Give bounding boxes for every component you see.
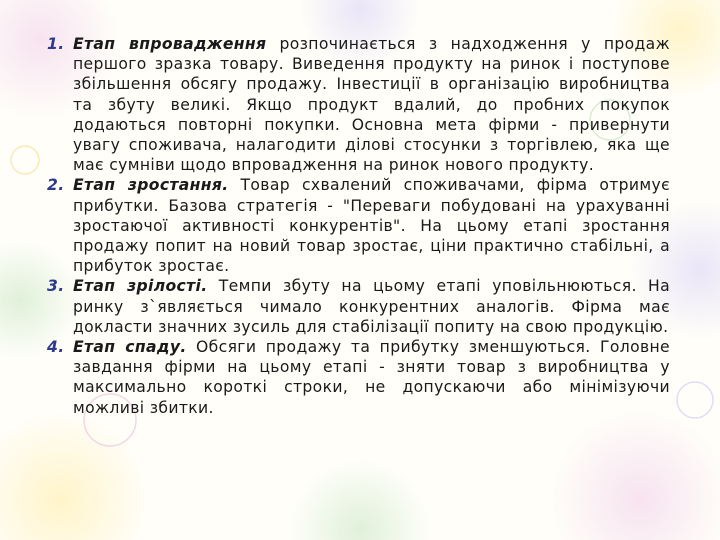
item-term: Етап зростання. bbox=[73, 176, 229, 195]
list-item bbox=[47, 337, 670, 418]
item-text: розпочинається з надходження у продаж першого зразка товару. Виведення продукту на ринок і поступове збільшення обсягу продажу. Інвестиції в організацію виробництва та збуту великі. Якщо продукт вдалий, до пробних покупок додаються повторні покупки. Основна мета фірми - привернути увагу споживача, налагодити ділові стосунки з торгівлею, яка ще має сумніви щодо впровадження на ринок нового продукту. bbox=[73, 35, 670, 175]
item-number: 3. bbox=[47, 277, 65, 296]
item-text: Товар схвалений споживачами, фірма отримує прибутки. Базова стратегія - "Переваги побудовані на урахуванні зростаючої активності конкурентів". На цьому етапі зростання продажу попит на новий товар зростає, ціни практично стабільні, а прибуток зростає. bbox=[73, 176, 670, 276]
stages-list bbox=[47, 34, 670, 418]
item-number: 4. bbox=[47, 338, 65, 357]
list-item bbox=[47, 34, 670, 175]
item-number: 2. bbox=[47, 176, 65, 195]
item-text: Темпи збуту на цьому етапі уповільнюються. На ринку з`являється чимало конкурентних аналогів. Фірма має докласти значних зусиль для стабілізації попиту на свою продукцію. bbox=[73, 277, 670, 336]
item-text: Обсяги продажу та прибутку зменшуються. Головне завдання фірми на цьому етапі - зняти товар з виробництва у максимально короткі строки, не допускаючи або мінімізуючи можливі збитки. bbox=[73, 338, 670, 417]
item-term: Етап впровадження bbox=[73, 35, 267, 53]
item-number: 1. bbox=[47, 35, 65, 53]
item-term: Етап спаду. bbox=[73, 338, 187, 357]
item-term: Етап зрілості. bbox=[73, 277, 208, 296]
list-item bbox=[47, 175, 670, 276]
list-item bbox=[47, 276, 670, 337]
